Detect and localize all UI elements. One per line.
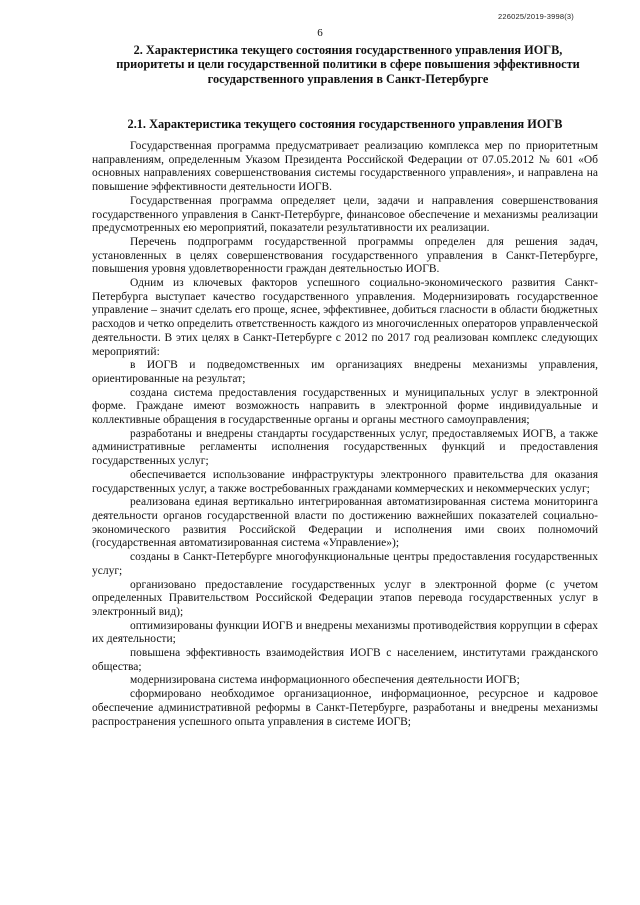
list-item: создана система предоставления государственных и муниципальных услуг в электронной форме. Граждане имеют возможность направить в электронной форме индивидуальные и коллективные обращения в государственные органы и органы местного самоуправления; bbox=[92, 386, 598, 427]
document-body bbox=[92, 140, 598, 729]
list-item: разработаны и внедрены стандарты государственных услуг, предоставляемых ИОГВ, а также административные регламенты исполнения государственных функций и предоставления государственных услуг; bbox=[92, 427, 598, 468]
paragraph: Государственная программа определяет цели, задачи и направления совершенствования государственного управления в Санкт-Петербурге, финансовое обеспечение и механизмы реализации предусмотренных ею мероприятий, показатели результативности их реализации. bbox=[92, 194, 598, 235]
list-item: созданы в Санкт-Петербурге многофункциональные центры предоставления государственных услуг; bbox=[92, 551, 598, 577]
list-item: организовано предоставление государственных услуг в электронной форме (с учетом определенных Правительством Российской Федерации этапов перевода государственных услуг в электронный вид); bbox=[92, 578, 598, 618]
list-item: оптимизированы функции ИОГВ и внедрены механизмы противодействия коррупции в сферах их деятельности; bbox=[92, 619, 598, 646]
list-item: реализована единая вертикально интегрированная автоматизированная система мониторинга деятельности органов государственной власти по достижению важнейших показателей социально-экономического развития Российской Федерации и исполнения ими своих полномочий (государственная автоматизированная система «Управление»); bbox=[92, 496, 598, 550]
list-item: обеспечивается использование инфраструктуры электронного правительства для оказания государственных услуг, а также востребованных гражданами коммерческих и некоммерческих услуг; bbox=[92, 468, 598, 495]
paragraph: Перечень подпрограмм государственной программы определен для решения задач, установленных в целях совершенствования государственного управления в Санкт-Петербурге, повышения уровня удовлетворенности граждан деятельностью ИОГВ. bbox=[92, 235, 598, 276]
paragraph: Государственная программа предусматривает реализацию комплекса мер по приоритетным направлениям, определенным Указом Президента Российской Федерации от 07.05.2012 № 601 «Об основных направлениях совершенствования системы государственного управления», и направлена на повышение эффективности деятельности ИОГВ. bbox=[92, 140, 598, 194]
list-item: модернизирована система информационного обеспечения деятельности ИОГВ; bbox=[130, 674, 520, 687]
list-item: в ИОГВ и подведомственных им организациях внедрены механизмы управления, ориентированные на результат; bbox=[92, 359, 598, 385]
subsection-heading: 2.1. Характеристика текущего состояния государственного управления ИОГВ bbox=[127, 117, 563, 131]
page-number: 6 bbox=[317, 27, 323, 39]
paragraph: Одним из ключевых факторов успешного социально-экономического развития Санкт-Петербурга выступает качество государственного управления. Модернизировать государственное управление – значит сделать его проще, яснее, эффективнее, добиться гласности в области бюджетных расходов и четко определить ответственность каждого из многочисленных операторов управленческой деятельности. В этих целях в Санкт-Петербурге с 2012 по 2017 год реализован комплекс следующих мероприятий: bbox=[92, 277, 598, 358]
list-item: сформировано необходимое организационное, информационное, ресурсное и кадровое обеспечение административной реформы в Санкт-Петербурге, разработаны и внедрены механизмы распространения успешного опыта управления в системе ИОГВ; bbox=[92, 688, 598, 728]
list-item: повышена эффективность взаимодействия ИОГВ с населением, институтами гражданского общества; bbox=[92, 647, 598, 673]
document-number: 226025/2019-3998(3) bbox=[498, 12, 574, 21]
section-heading: 2. Характеристика текущего состояния государственного управления ИОГВ, приоритеты и цели государственной политики в сфере повышения эффективности государственного управления в Санкт-Петербурге bbox=[116, 43, 580, 86]
